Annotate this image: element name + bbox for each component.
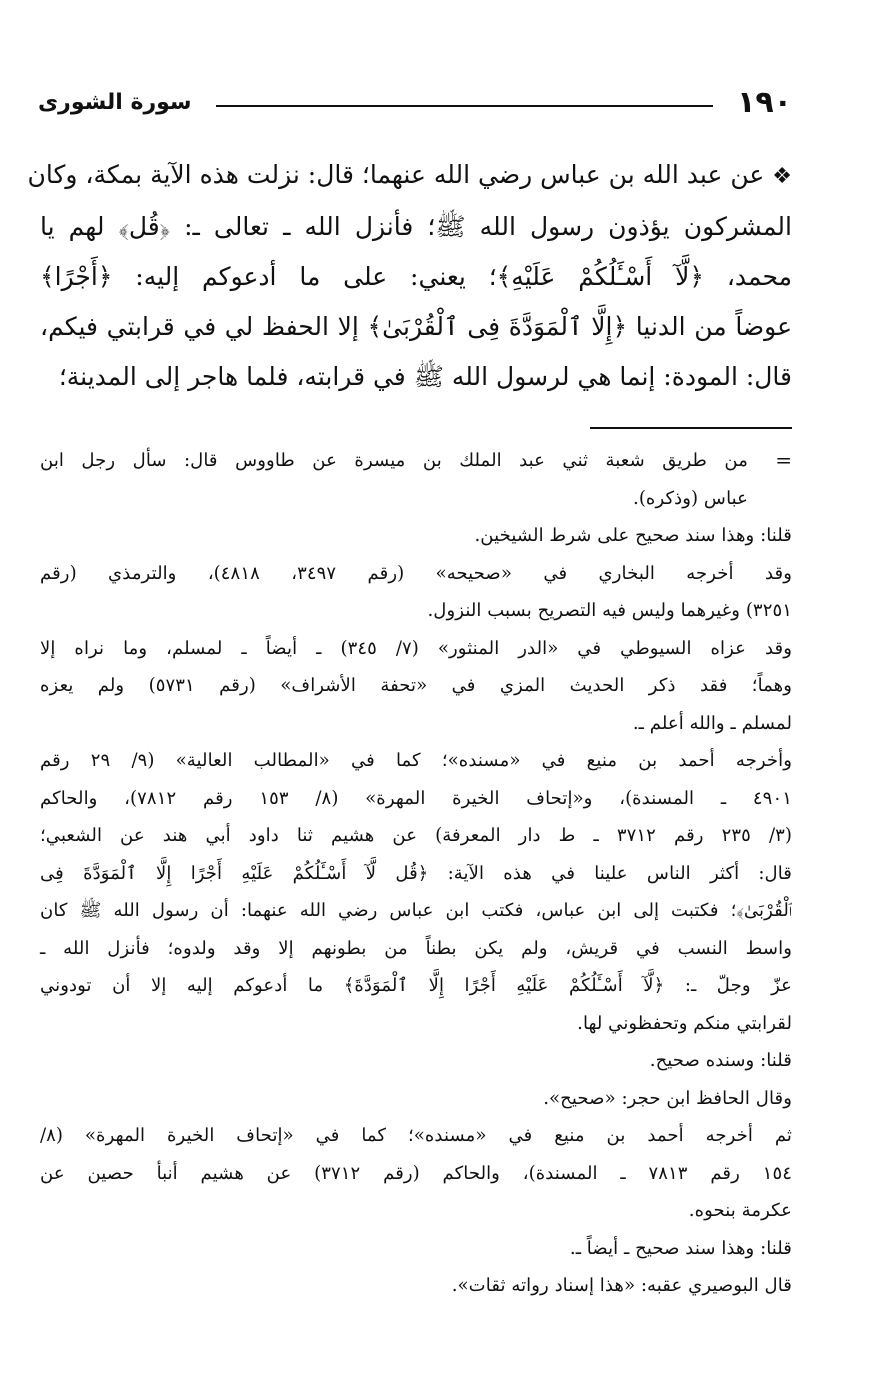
footnote-line: ثم أخرجه أحمد بن منيع في «مسنده»؛ كما في «إتحاف الخيرة المهرة» (٨/	[40, 1125, 792, 1146]
footnote-line: (٣/ ٢٣٥ رقم ٣٧١٢ ـ ط دار المعرفة) عن هشيم ثنا داود أبي هند عن الشعبي؛	[40, 825, 792, 846]
bullet-diamond-icon: ❖	[772, 164, 792, 189]
page-header	[38, 82, 792, 122]
footnote-line: ٤٩٠١ ـ المسندة)، و«إتحاف الخيرة المهرة» (٨/ ١٥٣ رقم ٧٨١٢)، والحاكم	[40, 787, 792, 809]
footnote-line: من طريق شعبة ثني عبد الملك بن ميسرة عن طاووس قال: سأل رجل ابن	[40, 450, 748, 471]
footnotes	[40, 442, 792, 1305]
main-line: عوضاً من الدنيا ﴿إِلَّا ٱلْمَوَدَّةَ فِى ٱلْقُرْبَىٰ﴾ إلا الحفظ لي في قرابتي فيكم،	[40, 312, 792, 341]
footnote-paragraph	[40, 1042, 792, 1080]
footnote-line: قال البوصيري عقبه: «هذا إسناد رواته ثقات».	[451, 1275, 792, 1296]
header-rule	[216, 105, 714, 107]
continuation-mark: =	[775, 448, 792, 472]
footnote-paragraph	[40, 442, 792, 517]
footnote-line: قلنا: وسنده صحيح.	[649, 1050, 792, 1071]
footnote-paragraph	[40, 630, 792, 743]
footnote-line: ٱلْقُرْبَىٰ﴾؛ فكتبت إلى ابن عباس، فكتب ابن عباس رضي الله عنهما: أن رسول الله ﷺ كان	[40, 900, 792, 921]
footnote-line: وقال الحافظ ابن حجر: «صحيح».	[543, 1087, 792, 1109]
footnote-line: لمسلم ـ والله أعلم ـ.	[632, 712, 792, 734]
main-line	[27, 150, 792, 202]
footnote-line: قلنا: وهذا سند صحيح ـ أيضاً ـ.	[569, 1237, 792, 1259]
main-line: المشركون يؤذون رسول الله ﷺ؛ فأنزل الله ـ تعالى ـ: ﴿قُل﴾ لهم يا	[40, 212, 792, 241]
footnote-line: ١٥٤ رقم ٧٨١٣ ـ المسندة)، والحاكم (رقم ٣٧١٢) عن هشيم أنبأ حصين عن	[40, 1162, 792, 1184]
footnote-paragraph	[40, 1267, 792, 1305]
footnote-paragraph	[40, 742, 792, 1042]
footnote-paragraph	[40, 1117, 792, 1230]
page-number: ١٩٠	[737, 84, 792, 120]
footnote-line: عباس (وذكره).	[633, 487, 748, 509]
footnote-line: عكرمة بنحوه.	[688, 1200, 792, 1221]
footnote-paragraph	[40, 555, 792, 630]
footnote-paragraph	[40, 1080, 792, 1118]
footnote-line: وهماً؛ فقد ذكر الحديث المزي في «تحفة الأشراف» (رقم ٥٧٣١) ولم يعزه	[40, 675, 792, 696]
footnote-paragraph	[40, 1230, 792, 1268]
main-line-text: عن عبد الله بن عباس رضي الله عنهما؛ قال: نزلت هذه الآية بمكة، وكان	[27, 160, 765, 189]
footnote-line: واسط النسب في قريش، ولم يكن بطناً من بطونهم إلا وقد ولدوه؛ فأنزل الله ـ	[40, 937, 792, 959]
footnote-separator	[590, 427, 792, 429]
footnote-line: وقد أخرجه البخاري في «صحيحه» (رقم ٣٤٩٧، ٤٨١٨)، والترمذي (رقم	[40, 562, 792, 584]
footnote-paragraph	[40, 517, 792, 555]
footnote-line: وقد عزاه السيوطي في «الدر المنثور» (٧/ ٣٤٥) ـ أيضاً ـ لمسلم، وما نراه إلا	[40, 637, 792, 659]
main-line: محمد، ﴿لَّآ أَسْـَٔلُكُمْ عَلَيْهِ﴾؛ يعني: على ما أدعوكم إليه: ﴿أَجْرًا﴾	[40, 262, 792, 291]
surah-title: سورة الشورى	[38, 89, 192, 115]
footnote-line: عزّ وجلّ ـ: ﴿لَّآ أَسْـَٔلُكُمْ عَلَيْهِ أَجْرًا إِلَّا ٱلْمَوَدَّةَ﴾ ما أدعوكم إليه إلا أن تودوني	[40, 975, 792, 996]
footnote-line: قال: أكثر الناس علينا في هذه الآية: ﴿قُل لَّآ أَسْـَٔلُكُمْ عَلَيْهِ أَجْرًا إِلَّا ٱلْمَوَدَّةَ فِى	[40, 862, 792, 884]
footnote-line: قلنا: وهذا سند صحيح على شرط الشيخين.	[474, 525, 792, 546]
footnote-line: وأخرجه أحمد بن منيع في «مسنده»؛ كما في «المطالب العالية» (٩/ ٢٩ رقم	[40, 750, 792, 771]
main-line: قال: المودة: إنما هي لرسول الله ﷺ في قرابته، فلما هاجر إلى المدينة؛	[58, 362, 792, 391]
main-text	[27, 150, 792, 402]
footnote-line: لقرابتي منكم وتحفظوني لها.	[577, 1012, 792, 1034]
footnote-line: ٣٢٥١) وغيرهما وليس فيه التصريح بسبب النزول.	[427, 600, 792, 621]
